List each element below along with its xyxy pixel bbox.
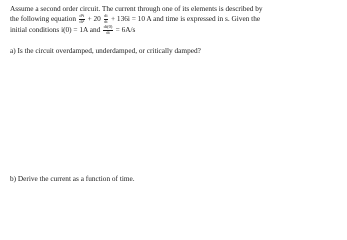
question-a: a) Is the circuit overdamped, underdamped, or critically damped? — [10, 46, 201, 55]
equation-rest: + 136i = 10 A and time is expressed in s. Given the — [109, 14, 261, 23]
problem-line-3 — [10, 25, 135, 35]
initial-derivative-value: = 6A/s — [113, 25, 136, 34]
fraction-denominator: dt² — [79, 18, 85, 24]
first-derivative-fraction — [104, 14, 109, 24]
problem-line-2 — [10, 14, 260, 24]
fraction-denominator: dt — [104, 18, 108, 24]
equation-term: + 20 — [85, 14, 101, 23]
fraction-numerator: di — [104, 13, 108, 19]
fraction-denominator: dt — [106, 29, 110, 35]
problem-line-2-text: the following equation — [10, 14, 77, 23]
fraction-numerator: d²i — [79, 13, 85, 19]
problem-line-1: Assume a second order circuit. The current through one of its elements is described by — [10, 4, 263, 13]
initial-conditions-text: initial conditions i(0) = 1A and — [10, 25, 101, 34]
fraction-numerator: di(0) — [103, 24, 113, 30]
initial-derivative-fraction — [103, 25, 113, 35]
second-derivative-fraction — [79, 14, 85, 24]
question-b: b) Derive the current as a function of time. — [10, 174, 135, 183]
